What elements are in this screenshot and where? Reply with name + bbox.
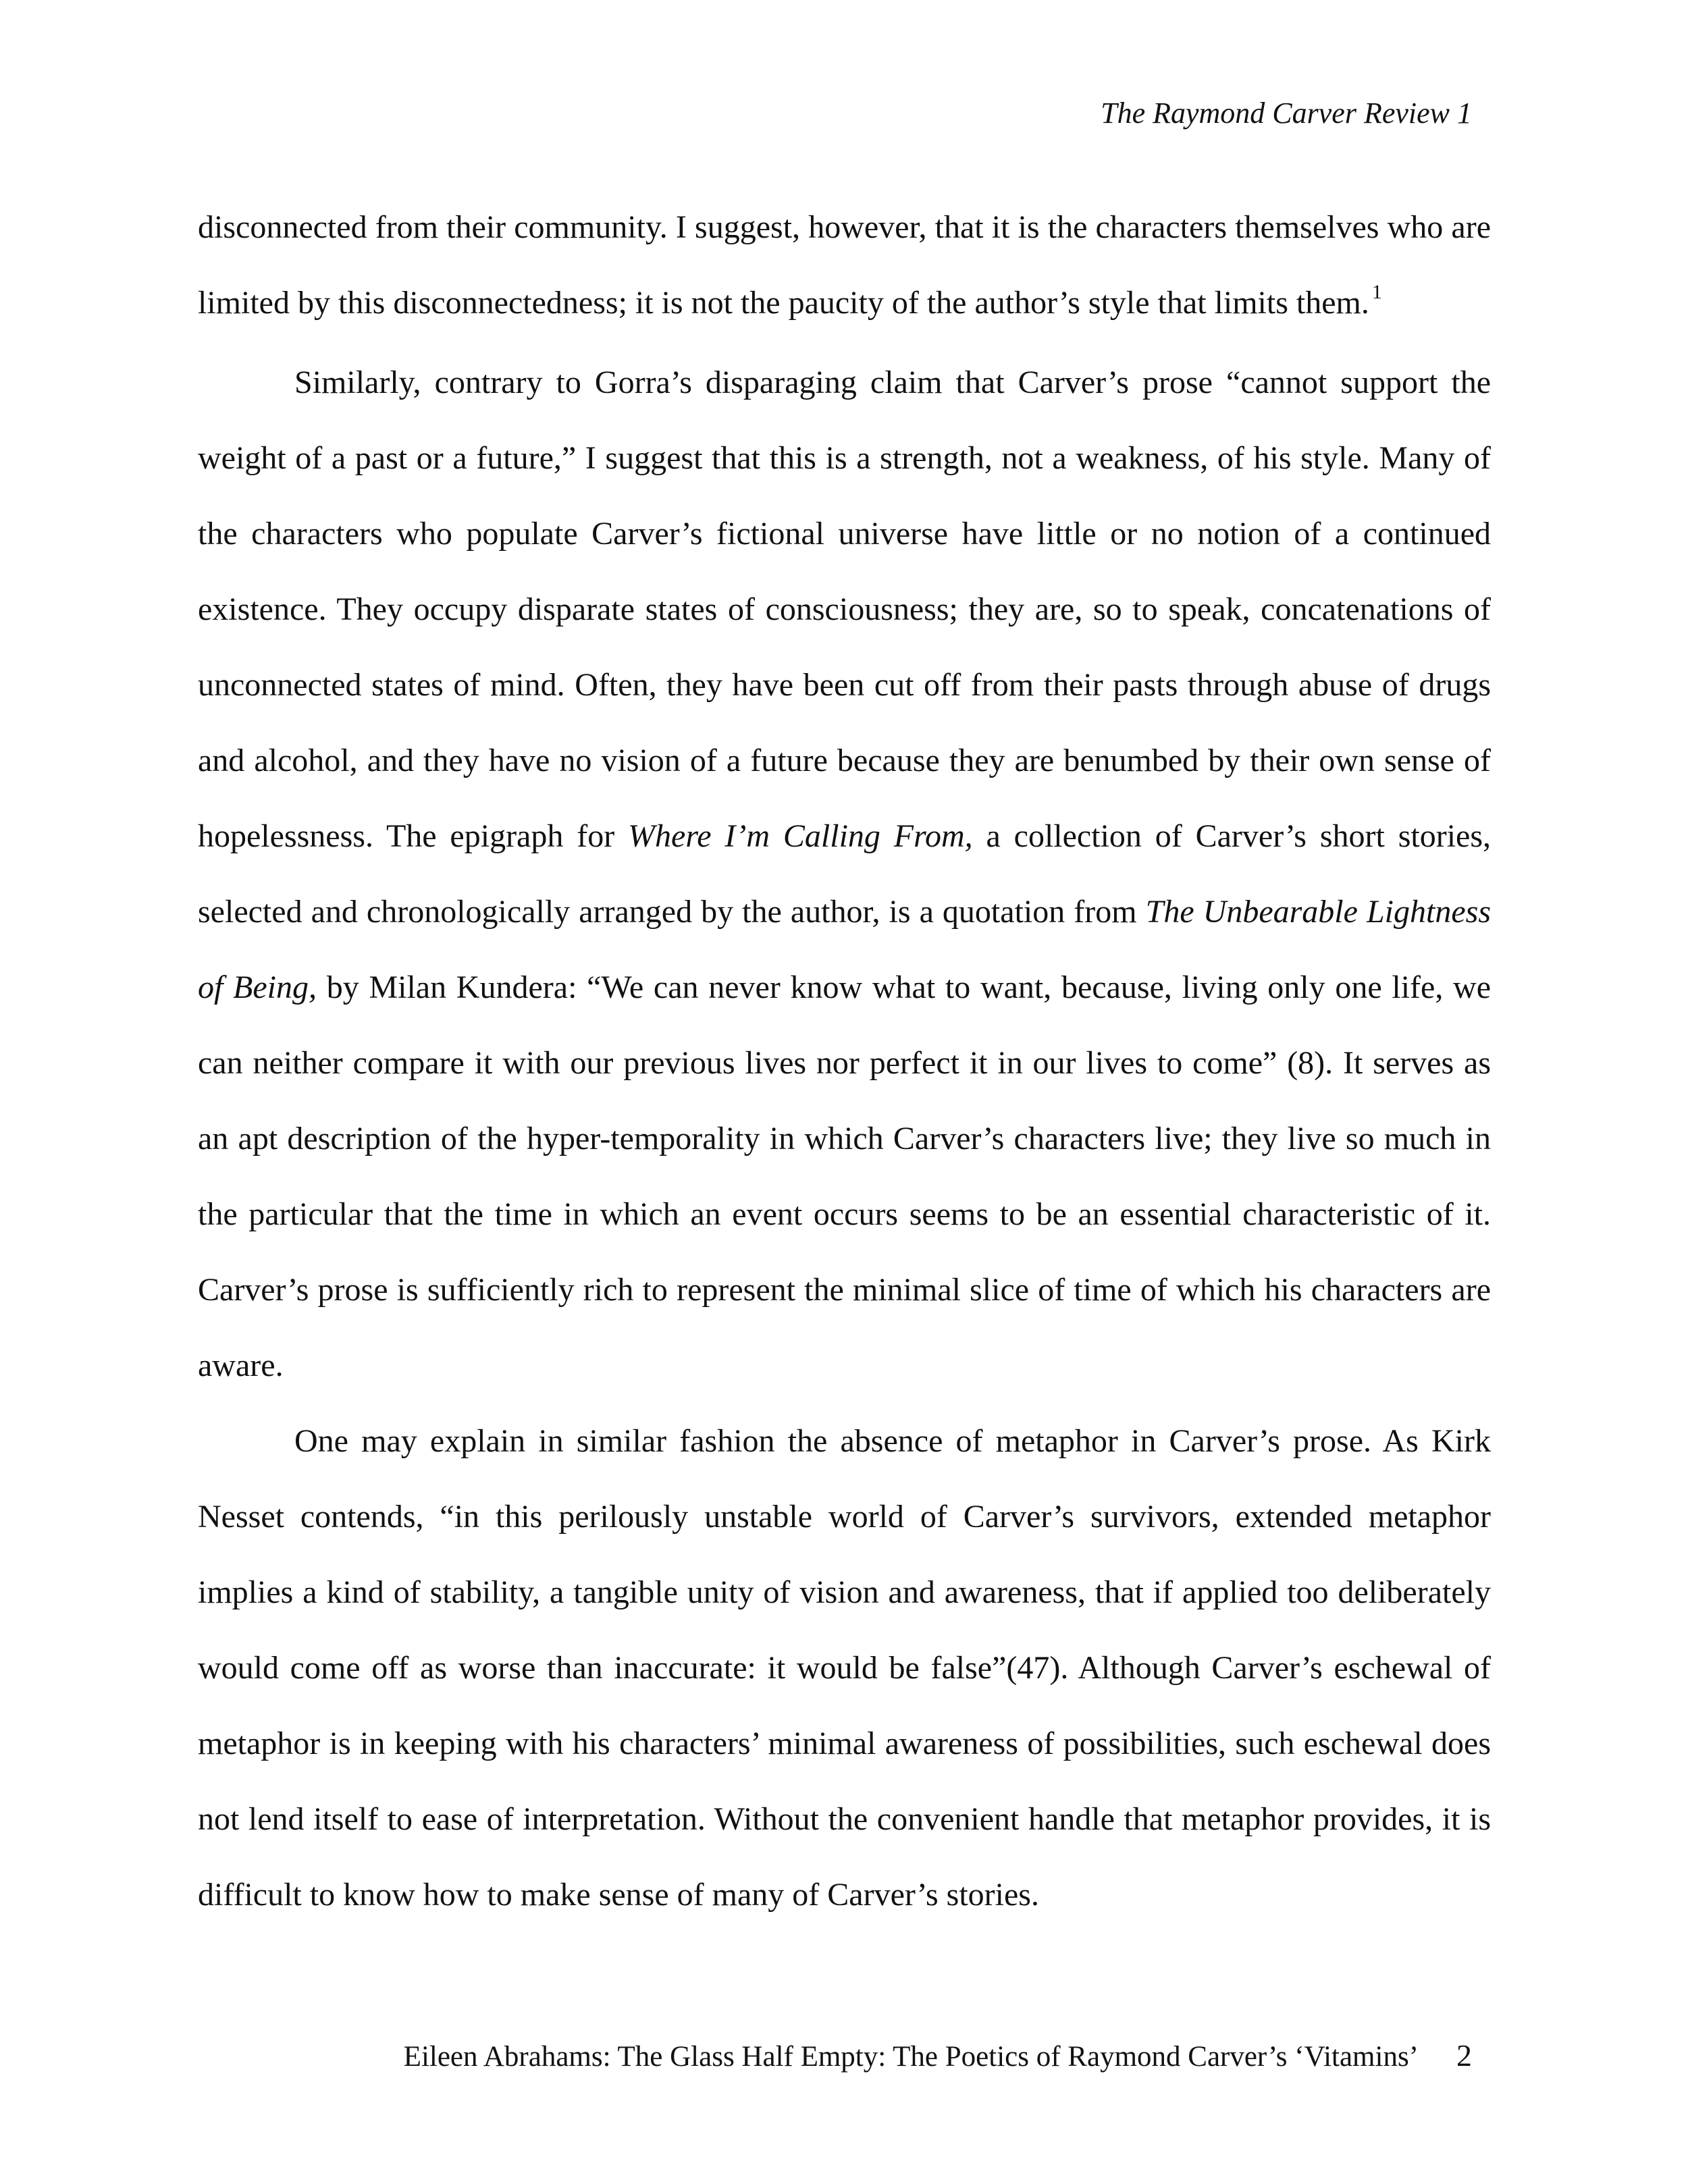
paragraph-2 [198,345,1491,1404]
running-header: The Raymond Carver Review 1 [1101,97,1472,130]
footnote-reference: 1 [1371,281,1382,303]
paragraph-1-text: disconnected from their community. I suggest, however, that it is the characters themselves who are limited by this disconnectedness; it is not the paucity of the author’s style that limits them. [198,209,1491,321]
footer-citation: Eileen Abrahams: The Glass Half Empty: The Poetics of Raymond Carver’s ‘Vitamins’ [403,2041,1419,2073]
paragraph-3 [198,1404,1491,1933]
book-title-unbearable-lightness: The Unbearable Lightness of Being, [198,894,1492,1005]
paragraph-2-text-part-2: a collection of Carver’s short stories, selected and chronologically arranged by the author, is a quotation from [198,818,1492,930]
paragraph-2-text-part-3: by Milan Kundera: “We can never know what to want, because, living only one life, we can neither compare it with our previous lives nor perfect it in our lives to come” (8). It serves as an apt description of the hyper-temporality in which Carver’s characters live; they live so much in the particular that the time in which an event occurs seems to be an essential characteristic of it. Carver’s prose is sufficiently rich to represent the minimal slice of time of which his characters are aware. [198,969,1492,1383]
book-title-where-im-calling-from: Where I’m Calling From, [628,818,973,854]
page-number: 2 [1456,2038,1472,2073]
paragraph-3-text: One may explain in similar fashion the absence of metaphor in Carver’s prose. As Kirk Nesset contends, “in this perilously unstable world of Carver’s survivors, extended metaphor implies a kind of stability, a tangible unity of vision and awareness, that if applied too deliberately would come off as worse than inaccurate: it would be false”(47). Although Carver’s eschewal of metaphor is in keeping with his characters’ minimal awareness of possibilities, such eschewal does not lend itself to ease of interpretation. Without the convenient handle that metaphor provides, it is difficult to know how to make sense of many of Carver’s stories. [198,1423,1491,1913]
article-body [198,190,1491,1933]
paragraph-1 [198,190,1491,345]
page-footer [0,2037,1472,2073]
paragraph-2-text-part-1: Similarly, contrary to Gorra’s disparaging claim that Carver’s prose “cannot support the weight of a past or a future,” I suggest that this is a strength, not a weakness, of his style. Many of the characters who populate Carver’s fictional universe have little or no notion of a continued existence. They occupy disparate states of consciousness; they are, so to speak, concatenations of unconnected states of mind. Often, they have been cut off from their pasts through abuse of drugs and alcohol, and they have no vision of a future because they are benumbed by their own sense of hopelessness. The epigraph for [198,365,1491,854]
